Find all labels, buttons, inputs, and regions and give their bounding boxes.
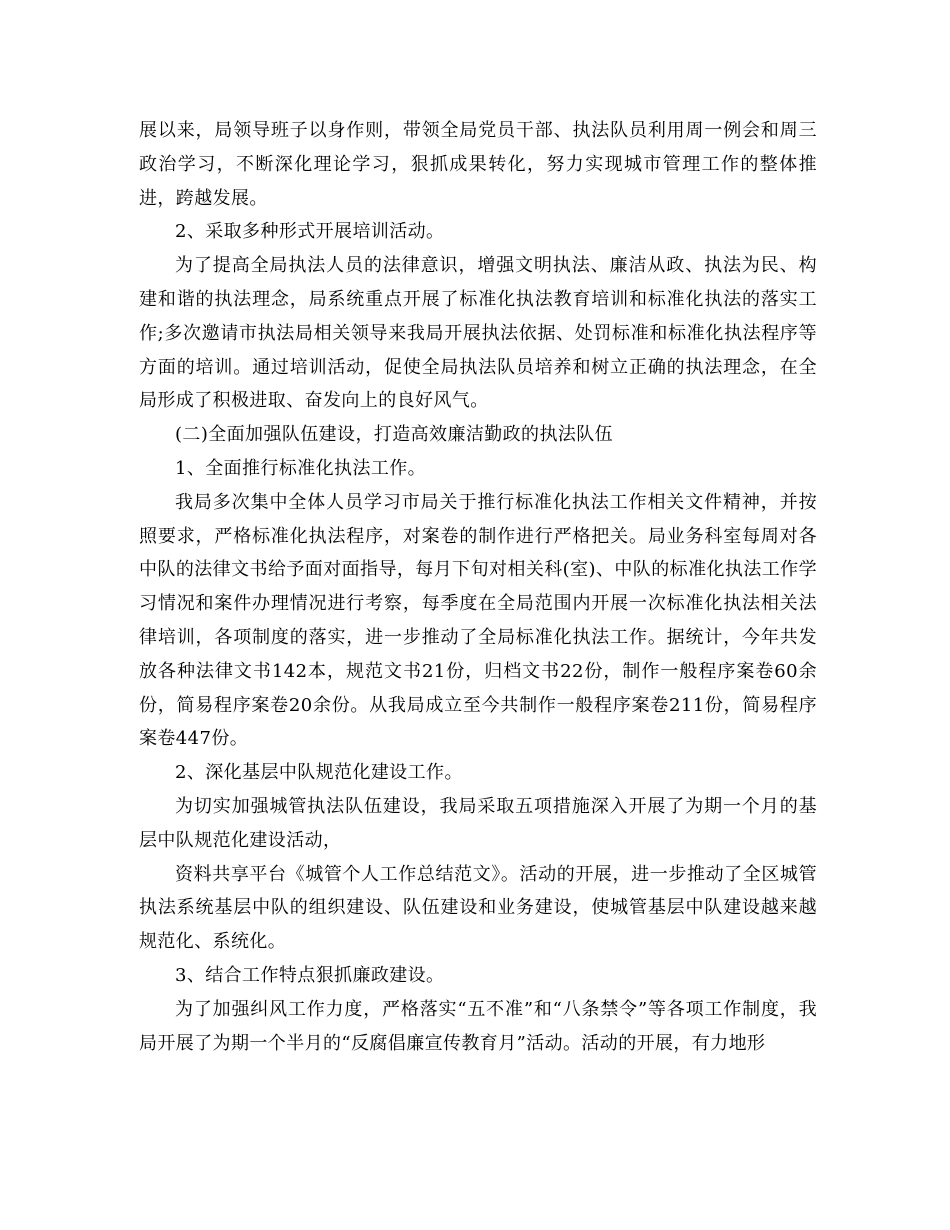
- paragraph-2: 2、采取多种形式开展培训活动。: [175, 221, 445, 243]
- section-heading: (二)全面加强队伍建设，打造高效廉洁勤政的执法队伍: [175, 424, 614, 446]
- document-body: [139, 114, 817, 1060]
- paragraph-1: 展以来，局领导班子以身作则，带领全局党员干部、执法队员利用周一例会和周三政治学习，不断深化理论学习，狠抓成果转化，努力实现城市管理工作的整体推进，跨越发展。: [139, 120, 817, 209]
- paragraph-9: 资料共享平台《城管个人工作总结范文》。活动的开展，进一步推动了全区城管执法系统基层中队的组织建设、队伍建设和业务建设，使城管基层中队建设越来越规范化、系统化。: [139, 863, 817, 953]
- paragraph-11: 为了加强纠风工作力度，严格落实“五不准”和“八条禁令”等各项工作制度，我局开展了为期一个半月的“反腐倡廉宣传教育月”活动。活动的开展，有力地形: [139, 998, 817, 1054]
- paragraph-3: 为了提高全局执法人员的法律意识，增强文明执法、廉洁从政、执法为民、构建和谐的执法理念，局系统重点开展了标准化执法教育培训和标准化执法的落实工作;多次邀请市执法局相关领导来我局开展执法依据、处罚标准和标准化执法程序等方面的培训。通过培训活动，促使全局执法队员培养和树立正确的执法理念，在全局形成了积极进取、奋发向上的良好风气。: [139, 255, 817, 412]
- paragraph-8: 为切实加强城管执法队伍建设，我局采取五项措施深入开展了为期一个月的基层中队规范化建设活动，: [139, 795, 817, 851]
- paragraph-10: 3、结合工作特点狠抓廉政建设。: [175, 964, 445, 986]
- paragraph-6: 我局多次集中全体人员学习市局关于推行标准化执法工作相关文件精神，并按照要求，严格标准化执法程序，对案卷的制作进行严格把关。局业务科室每周对各中队的法律文书给予面对面指导，每月下旬对相关科(室)、中队的标准化执法工作学习情况和案件办理情况进行考察，每季度在全局范围内开展一次标准化执法相关法律培训，各项制度的落实，进一步推动了全局标准化执法工作。据统计，今年共发放各种法律文书142本，规范文书21份，归档文书22份，制作一般程序案卷60余份，简易程序案卷20余份。从我局成立至今共制作一般程序案卷211份，简易程序案卷447份。: [139, 491, 817, 750]
- paragraph-5: 1、全面推行标准化执法工作。: [175, 457, 427, 479]
- paragraph-7: 2、深化基层中队规范化建设工作。: [175, 762, 463, 784]
